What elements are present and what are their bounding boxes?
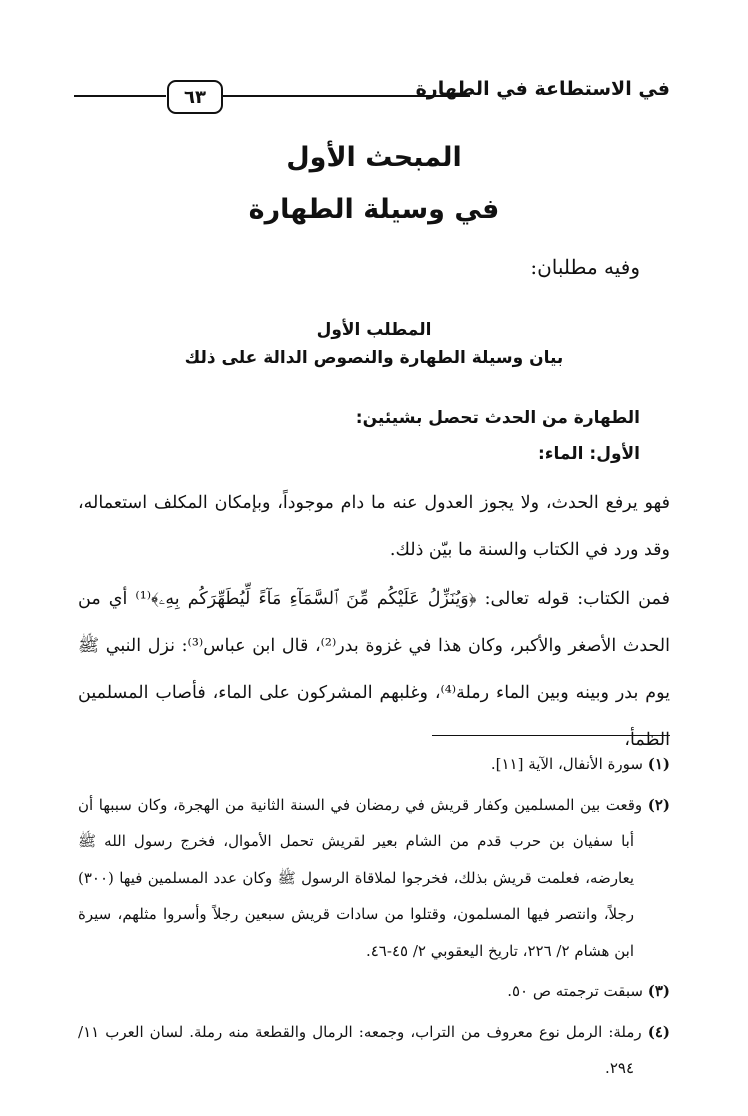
- intro-line: وفيه مطلبان:: [530, 255, 640, 279]
- footnote-text: سورة الأنفال، الآية [١١].: [490, 755, 643, 773]
- chapter-subtitle: في وسيلة الطهارة: [248, 194, 500, 225]
- footnote-3: [78, 973, 670, 1010]
- footnote-mark: (٢): [647, 795, 670, 814]
- footnote-mark: (٤): [647, 1022, 671, 1041]
- section-subtitle: بيان وسيلة الطهارة والنصوص الدالة على ذلك: [184, 348, 564, 368]
- footnote-text: سبقت ترجمته ص ٥٠.: [507, 982, 643, 1000]
- body-paragraph: فهو يرفع الحدث، ولا يجوز العدول عنه ما دام موجوداً، وبإمكان المكلف استعماله، وقد ورد في الكتاب والسنة ما بيّن ذلك.: [78, 493, 670, 560]
- chapter-title: المبحث الأول: [286, 142, 462, 173]
- page-number: ٦٣: [184, 86, 206, 108]
- first-means-heading: الأول: الماء:: [538, 444, 640, 464]
- running-header-title: في الاستطاعة في الطهارة: [415, 78, 670, 100]
- body-paragraph-quran: فمن الكتاب: قوله تعالى: ﴿وَيُنَزِّلُ عَلَيْكُم مِّنَ ٱلسَّمَآءِ مَآءً لِّيُطَهِّرَكُم بِهِۦ﴾⁽¹⁾ أي من الحدث الأصغر والأكبر، وكان هذا في غزوة بدر⁽²⁾، قال ابن عباس⁽³⁾: نزل النبي ﷺ يوم بدر وبينه وبين الماء رملة⁽⁴⁾، وغلبهم المشركون على الماء، فأصاب المسلمين الظمأ،: [78, 589, 671, 750]
- header-rule: [222, 95, 470, 97]
- footnote-1: [78, 746, 670, 783]
- footnote-2: [78, 787, 670, 970]
- footnote-text: رملة: الرمل نوع معروف من التراب، وجمعه: الرمال والقطعة منه رملة. لسان العرب ١١/ ٢٩٤.: [78, 1022, 642, 1077]
- footnote-mark: (٣): [647, 982, 670, 1000]
- footnote-4: [78, 1014, 670, 1087]
- statement-heading: الطهارة من الحدث تحصل بشيئين:: [355, 408, 640, 428]
- footnote-text: وقعت بين المسلمين وكفار قريش في رمضان في السنة الثانية من الهجرة، وكان سببها أن أبا سفيان بن حرب قدم من الشام بعير لقريش تحمل الأموال، فخرج رسول الله ﷺ يعارضه، فعلمت قريش بذلك، فخرجوا لملاقاة الرسول ﷺ وكان عدد المسلمين فيها (٣٠٠) رجلاً، وانتصر فيها المسلمون، وقتلوا من سادات قريش سبعين رجلاً وأسروا مثلهم، سيرة ابن هشام ٢/ ٢٢٦، تاريخ اليعقوبي ٢/ ٤٥-٤٦.: [78, 795, 643, 960]
- footnote-mark: (١): [647, 755, 670, 773]
- header-rule-left: [74, 95, 166, 97]
- section-title: المطلب الأول: [316, 320, 432, 340]
- footnotes: [78, 746, 670, 1091]
- footnote-separator: [432, 735, 670, 736]
- page-number-badge: [167, 80, 223, 114]
